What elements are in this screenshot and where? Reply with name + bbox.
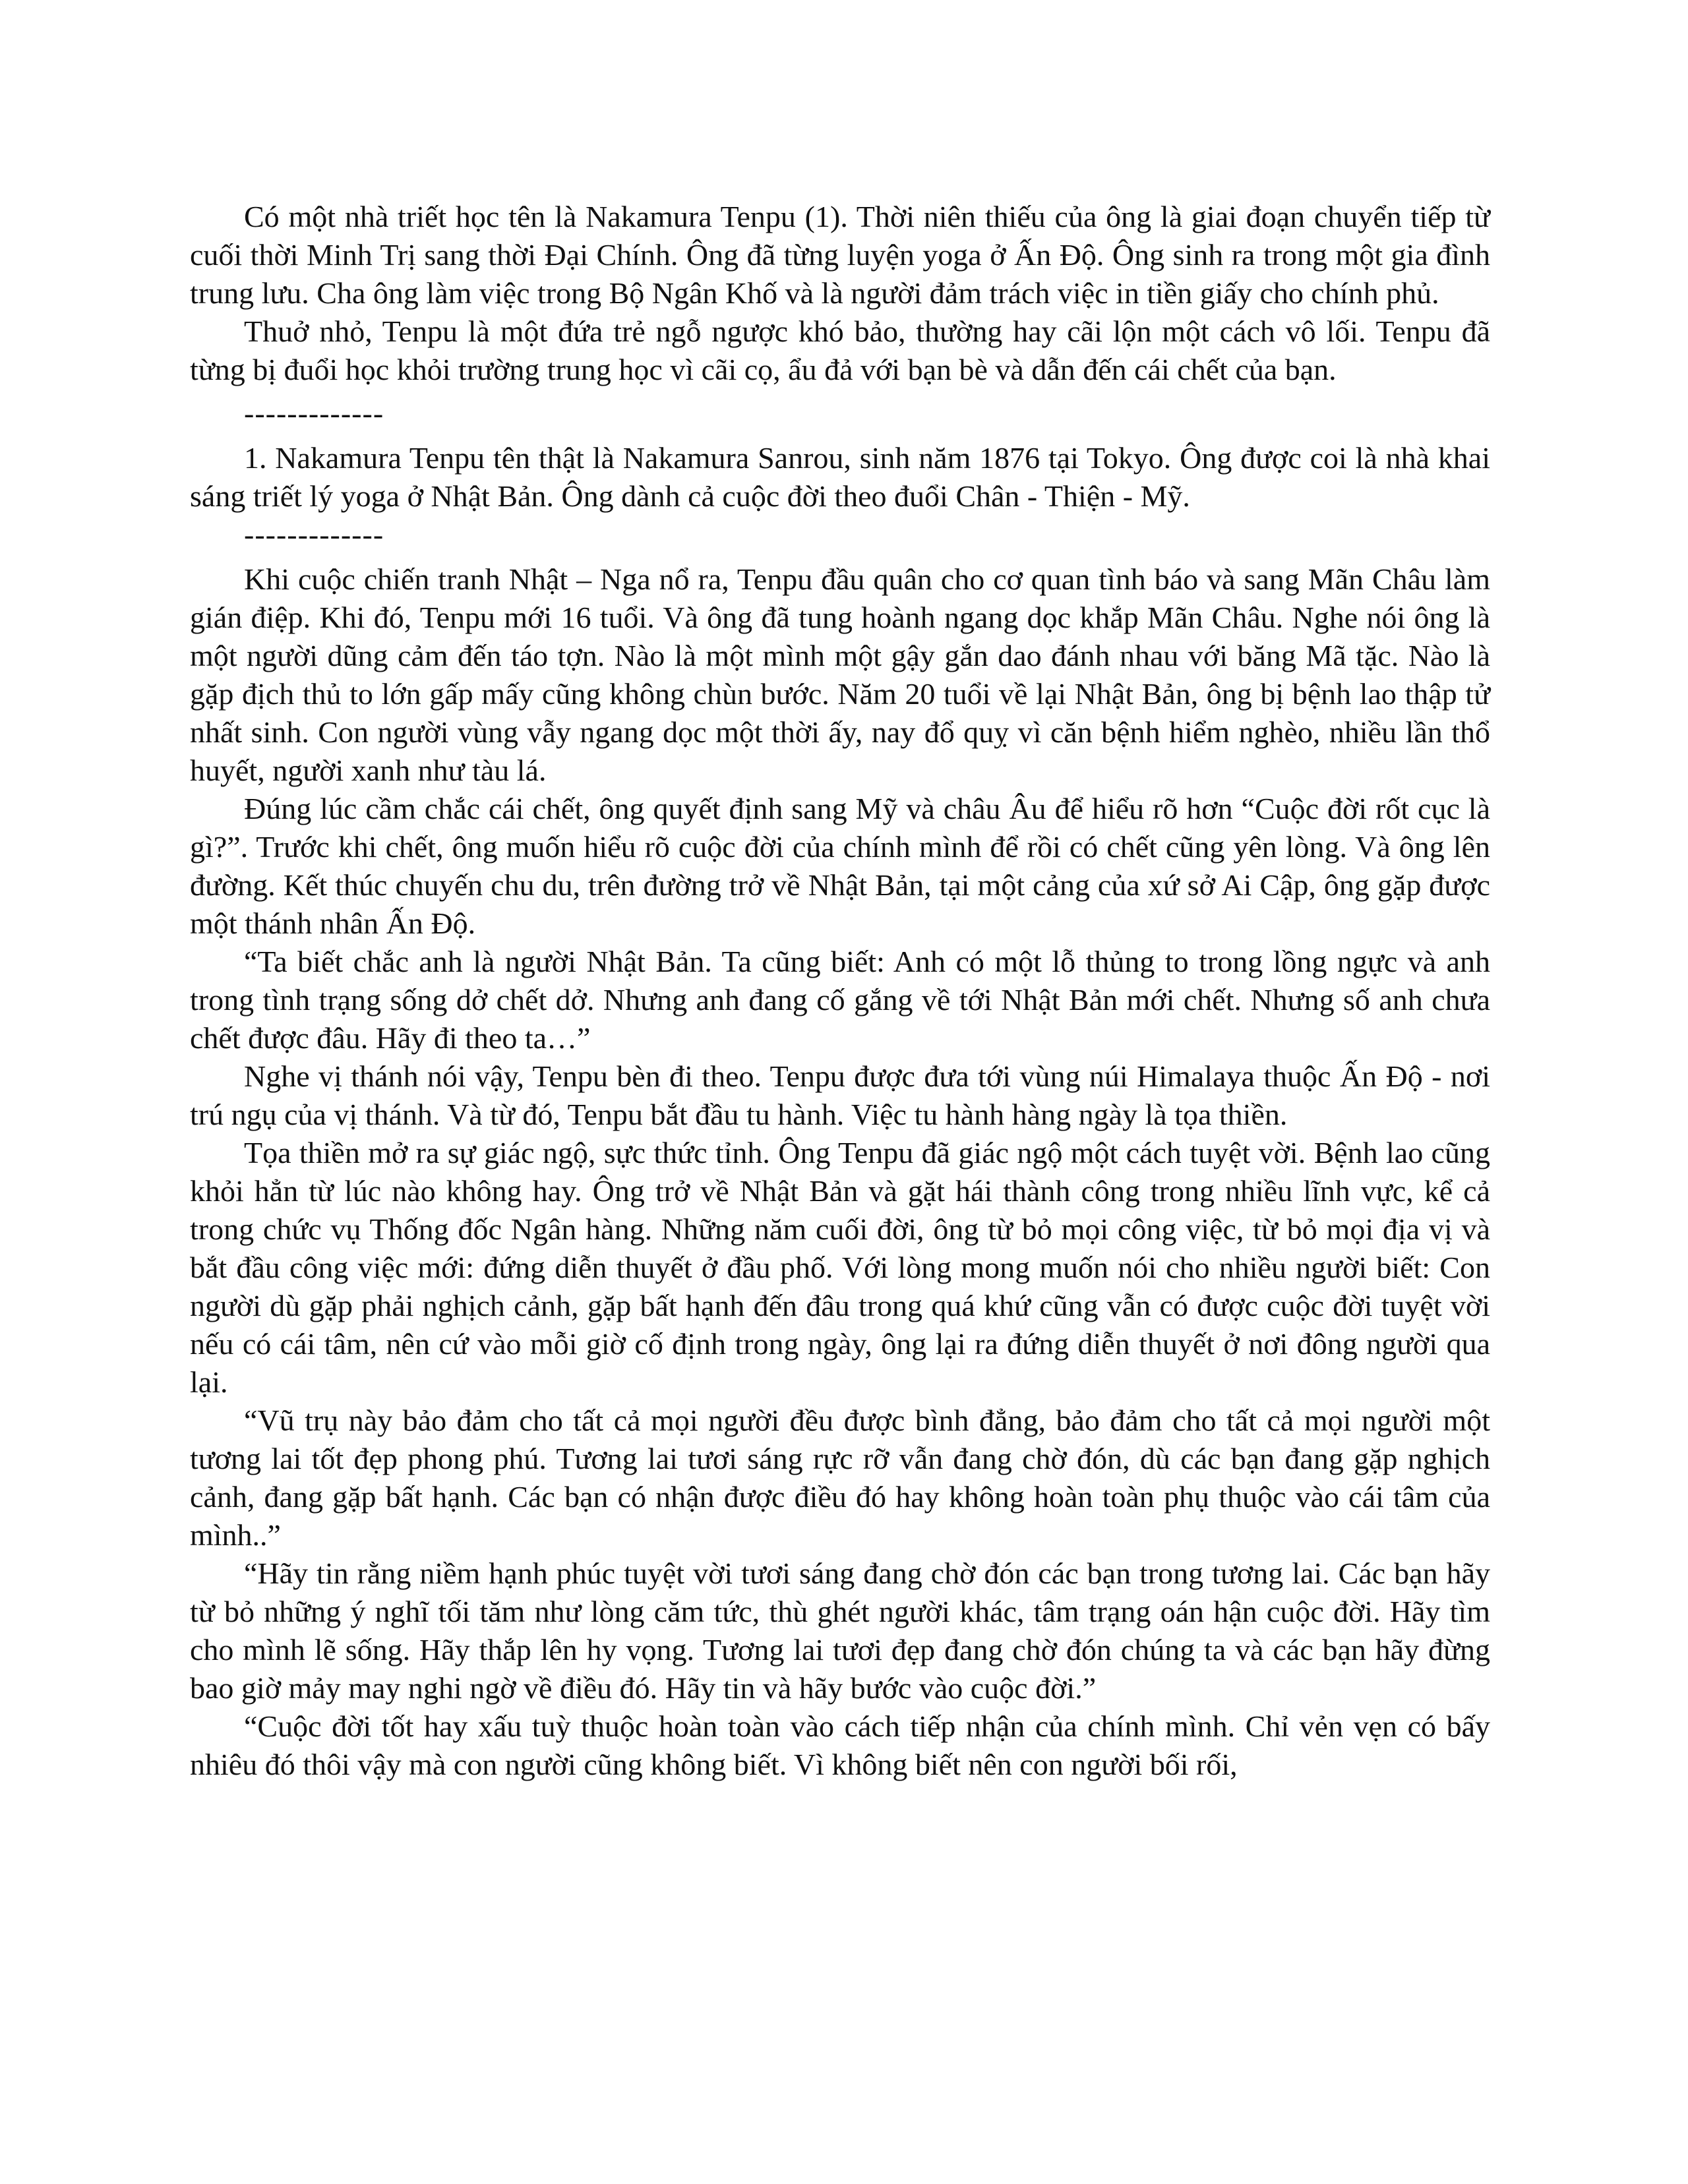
paragraph-saint-quote: “Ta biết chắc anh là người Nhật Bản. Ta cũng biết: Anh có một lỗ thủng to trong lồng ngực và anh trong tình trạng sống dở chết dở. Nhưng anh đang cố gắng về tới Nhật Bản mới chết. Nhưng số anh chưa chết được đâu. Hãy đi theo ta…” (190, 945, 1490, 1055)
footnote-separator-top: ------------- (244, 396, 384, 430)
paragraph-universe-quote: “Vũ trụ này bảo đảm cho tất cả mọi người đều được bình đẳng, bảo đảm cho tất cả mọi người một tương lai tốt đẹp phong phú. Tương lai tươi sáng rực rỡ vẫn đang chờ đón, dù các bạn đang gặp nghịch cảnh, đang gặp bất hạnh. Các bạn có nhận được điều đó hay không hoàn toàn phụ thuộc vào cái tâm của mình..” (190, 1403, 1490, 1552)
paragraph-intro: Có một nhà triết học tên là Nakamura Tenpu (1). Thời niên thiếu của ông là giai đoạn chuyển tiếp từ cuối thời Minh Trị sang thời Đại Chính. Ông đã từng luyện yoga ở Ấn Độ. Ông sinh ra trong một gia đình trung lưu. Cha ông làm việc trong Bộ Ngân Khố và là người đảm trách việc in tiền giấy cho chính phủ. (190, 200, 1490, 310)
paragraph-himalaya: Nghe vị thánh nói vậy, Tenpu bèn đi theo. Tenpu được đưa tới vùng núi Himalaya thuộc Ấn Độ - nơi trú ngụ của vị thánh. Và từ đó, Tenpu bắt đầu tu hành. Việc tu hành hàng ngày là tọa thiền. (190, 1059, 1490, 1131)
paragraph-journey: Đúng lúc cầm chắc cái chết, ông quyết định sang Mỹ và châu Âu để hiểu rõ hơn “Cuộc đời rốt cục là gì?”. Trước khi chết, ông muốn hiểu rõ cuộc đời của chính mình để rồi có chết cũng yên lòng. Và ông lên đường. Kết thúc chuyến chu du, trên đường trở về Nhật Bản, tại một cảng của xứ sở Ai Cập, ông gặp được một thánh nhân Ấn Độ. (190, 792, 1490, 940)
paragraph-hope-quote: “Hãy tin rằng niềm hạnh phúc tuyệt vời tươi sáng đang chờ đón các bạn trong tương lai. Các bạn hãy từ bỏ những ý nghĩ tối tăm như lòng căm tức, thù ghét người khác, tâm trạng oán hận cuộc đời. Hãy tìm cho mình lẽ sống. Hãy thắp lên hy vọng. Tương lai tươi đẹp đang chờ đón chúng ta và các bạn hãy đừng bao giờ mảy may nghi ngờ về điều đó. Hãy tin và hãy bước vào cuộc đời.” (190, 1556, 1490, 1705)
document-page (190, 198, 1490, 1784)
paragraph-war: Khi cuộc chiến tranh Nhật – Nga nổ ra, Tenpu đầu quân cho cơ quan tình báo và sang Mãn Châu làm gián điệp. Khi đó, Tenpu mới 16 tuổi. Và ông đã tung hoành ngang dọc khắp Mãn Châu. Nghe nói ông là một người dũng cảm đến táo tợn. Nào là một mình một gậy gắn dao đánh nhau với băng Mã tặc. Nào là gặp địch thủ to lớn gấp mấy cũng không chùn bước. Năm 20 tuổi về lại Nhật Bản, ông bị bệnh lao thập tử nhất sinh. Con người vùng vẫy ngang dọc một thời ấy, nay đổ quỵ vì căn bệnh hiểm nghèo, nhiều lần thổ huyết, người xanh như tàu lá. (190, 562, 1490, 787)
paragraph-life-quote: “Cuộc đời tốt hay xấu tuỳ thuộc hoàn toàn vào cách tiếp nhận của chính mình. Chỉ vẻn vẹn có bấy nhiêu đó thôi vậy mà con người cũng không biết. Vì không biết nên con người bối rối, (190, 1709, 1490, 1781)
paragraph-childhood: Thuở nhỏ, Tenpu là một đứa trẻ ngỗ ngược khó bảo, thường hay cãi lộn một cách vô lối. Tenpu đã từng bị đuổi học khỏi trường trung học vì cãi cọ, ẩu đả với bạn bè và dẫn đến cái chết của bạn. (190, 314, 1490, 386)
footnote-1: 1. Nakamura Tenpu tên thật là Nakamura Sanrou, sinh năm 1876 tại Tokyo. Ông được coi là nhà khai sáng triết lý yoga ở Nhật Bản. Ông dành cả cuộc đời theo đuổi Chân - Thiện - Mỹ. (190, 441, 1490, 513)
paragraph-enlightenment: Tọa thiền mở ra sự giác ngộ, sực thức tỉnh. Ông Tenpu đã giác ngộ một cách tuyệt vời. Bệnh lao cũng khỏi hẳn từ lúc nào không hay. Ông trở về Nhật Bản và gặt hái thành công trong nhiều lĩnh vực, kể cả trong chức vụ Thống đốc Ngân hàng. Những năm cuối đời, ông từ bỏ mọi công việc, từ bỏ mọi địa vị và bắt đầu công việc mới: đứng diễn thuyết ở đầu phố. Với lòng mong muốn nói cho nhiều người biết: Con người dù gặp phải nghịch cảnh, gặp bất hạnh đến đâu trong quá khứ cũng vẫn có được cuộc đời tuyệt vời nếu có cái tâm, nên cứ vào mỗi giờ cố định trong ngày, ông lại ra đứng diễn thuyết ở nơi đông người qua lại. (190, 1136, 1490, 1399)
footnote-separator-bottom: ------------- (244, 517, 384, 551)
